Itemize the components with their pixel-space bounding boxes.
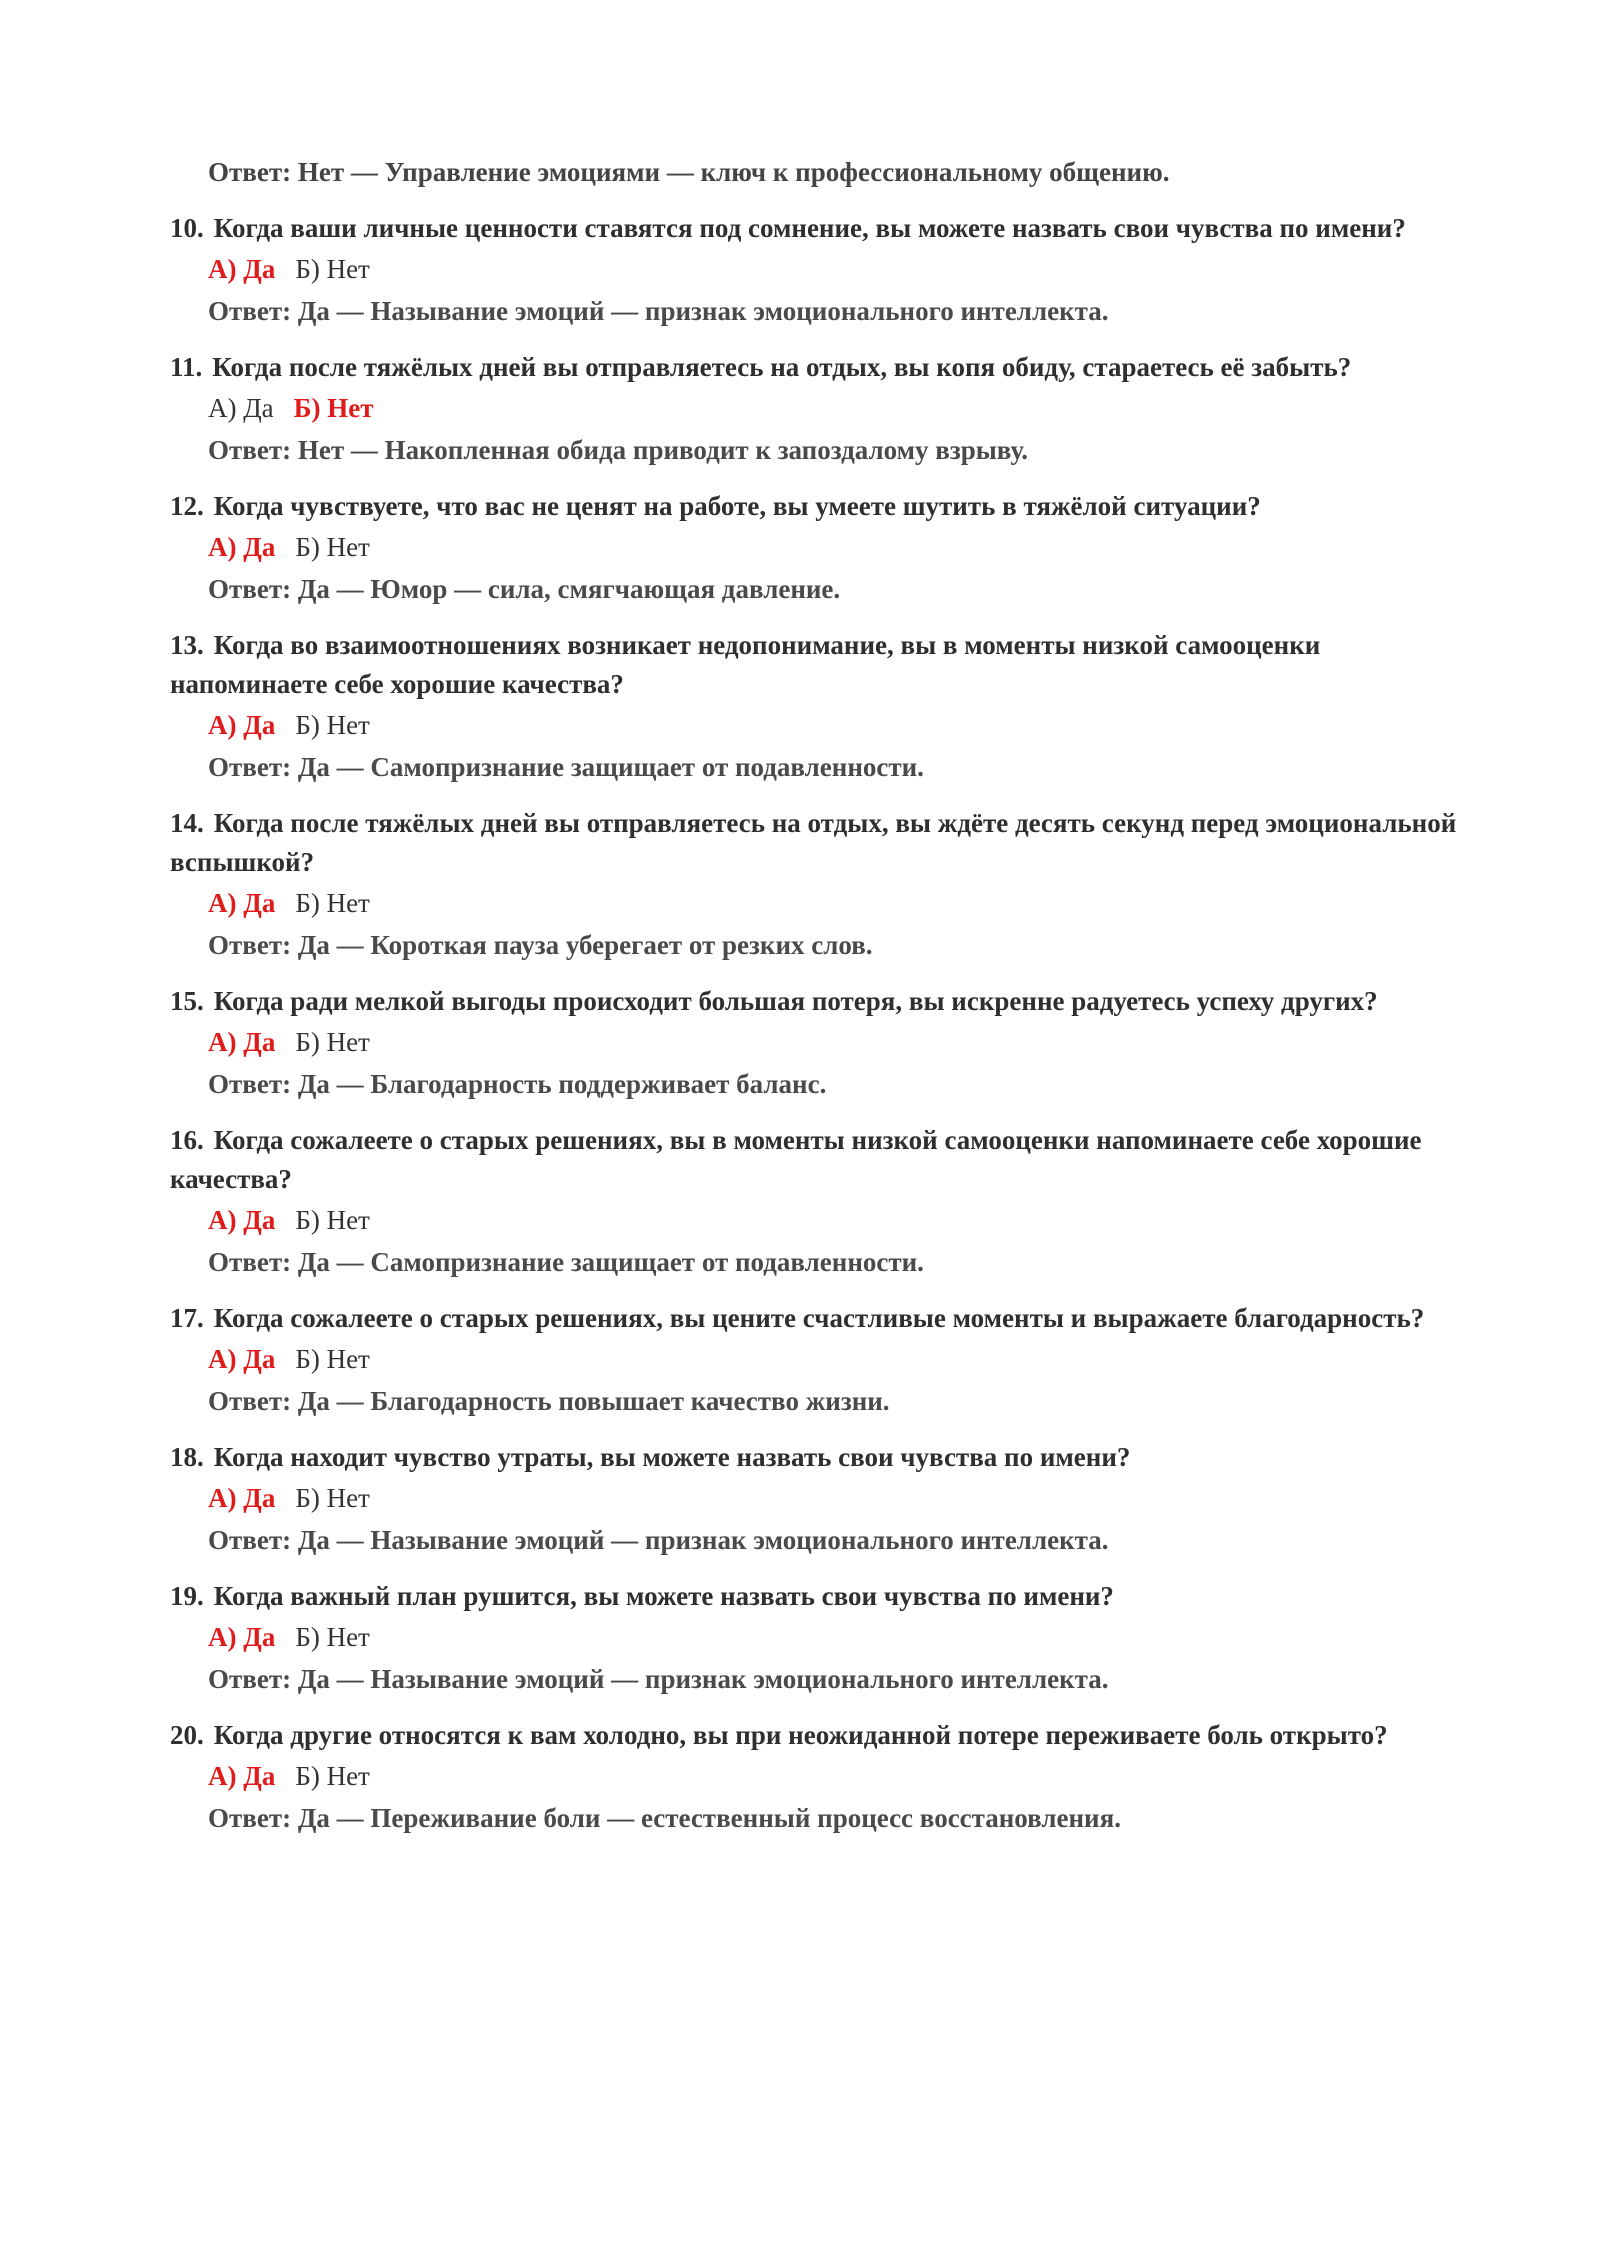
question-text bbox=[170, 209, 1460, 248]
question-number: 13. bbox=[170, 630, 204, 660]
option-a: А) Да bbox=[208, 254, 276, 284]
question-number: 10. bbox=[170, 213, 204, 243]
answer-explanation: Ответ: Да — Называние эмоций — признак эмоционального интеллекта. bbox=[208, 1664, 1109, 1694]
option-a: А) Да bbox=[208, 888, 276, 918]
option-a: А) Да bbox=[208, 1027, 276, 1057]
answer-explanation: Ответ: Да — Благодарность повышает качество жизни. bbox=[208, 1386, 890, 1416]
question-prompt: Когда находит чувство утраты, вы можете назвать свои чувства по имени? bbox=[213, 1442, 1131, 1472]
question-prompt: Когда после тяжёлых дней вы отправляетесь на отдых, вы ждёте десять секунд перед эмоциональной вспышкой? bbox=[170, 808, 1457, 877]
answer-options bbox=[208, 1616, 1460, 1658]
option-b: Б) Нет bbox=[295, 888, 370, 918]
option-a: А) Да bbox=[208, 393, 274, 423]
option-b: Б) Нет bbox=[295, 1205, 370, 1235]
option-b: Б) Нет bbox=[295, 710, 370, 740]
answer-explanation: Ответ: Да — Называние эмоций — признак эмоционального интеллекта. bbox=[208, 1525, 1109, 1555]
option-b: Б) Нет bbox=[295, 1344, 370, 1374]
question-text bbox=[170, 804, 1460, 882]
question-prompt: Когда во взаимоотношениях возникает недопонимание, вы в моменты низкой самооценки напоминаете себе хорошие качества? bbox=[170, 630, 1321, 699]
option-b: Б) Нет bbox=[295, 532, 370, 562]
question-number: 17. bbox=[170, 1303, 204, 1333]
answer-explanation: Ответ: Да — Называние эмоций — признак эмоционального интеллекта. bbox=[208, 296, 1109, 326]
answer-explanation: Ответ: Да — Самопризнание защищает от подавленности. bbox=[208, 1247, 924, 1277]
question-item bbox=[170, 348, 1460, 471]
answer-options bbox=[208, 1755, 1460, 1797]
question-item bbox=[170, 804, 1460, 966]
question-number: 16. bbox=[170, 1125, 204, 1155]
question-text bbox=[170, 1577, 1460, 1616]
question-number: 18. bbox=[170, 1442, 204, 1472]
question-text bbox=[170, 626, 1460, 704]
question-number: 12. bbox=[170, 491, 204, 521]
option-a: А) Да bbox=[208, 1622, 276, 1652]
question-text bbox=[170, 1121, 1460, 1199]
question-item bbox=[170, 982, 1460, 1105]
question-prompt: Когда сожалеете о старых решениях, вы в моменты низкой самооценки напоминаете себе хорошие качества? bbox=[170, 1125, 1422, 1194]
question-number: 14. bbox=[170, 808, 204, 838]
question-text bbox=[170, 982, 1460, 1021]
option-b: Б) Нет bbox=[295, 1622, 370, 1652]
question-prompt: Когда другие относятся к вам холодно, вы при неожиданной потере переживаете боль открыто? bbox=[213, 1720, 1388, 1750]
option-b: Б) Нет bbox=[295, 1761, 370, 1791]
question-prompt: Когда ради мелкой выгоды происходит большая потеря, вы искренне радуетесь успеху других? bbox=[213, 986, 1378, 1016]
option-b: Б) Нет bbox=[295, 1483, 370, 1513]
question-item bbox=[170, 1299, 1460, 1422]
answer-explanation: Ответ: Да — Благодарность поддерживает баланс. bbox=[208, 1069, 827, 1099]
question-number: 20. bbox=[170, 1720, 204, 1750]
answer-options bbox=[208, 1477, 1460, 1519]
option-b: Б) Нет bbox=[295, 1027, 370, 1057]
answer-explanation: Ответ: Да — Самопризнание защищает от подавленности. bbox=[208, 752, 924, 782]
question-item bbox=[170, 1438, 1460, 1561]
question-item bbox=[170, 626, 1460, 788]
answer-options bbox=[208, 1338, 1460, 1380]
option-a: А) Да bbox=[208, 1761, 276, 1791]
answer-options bbox=[208, 704, 1460, 746]
question-number: 15. bbox=[170, 986, 204, 1016]
question-prompt: Когда сожалеете о старых решениях, вы цените счастливые моменты и выражаете благодарность? bbox=[213, 1303, 1425, 1333]
question-text bbox=[170, 1299, 1460, 1338]
option-a: А) Да bbox=[208, 1344, 276, 1374]
option-a: А) Да bbox=[208, 1483, 276, 1513]
question-item bbox=[170, 209, 1460, 332]
question-number: 11. bbox=[170, 352, 203, 382]
question-number: 19. bbox=[170, 1581, 204, 1611]
question-text bbox=[170, 487, 1460, 526]
answer-options bbox=[208, 526, 1460, 568]
question-prompt: Когда важный план рушится, вы можете назвать свои чувства по имени? bbox=[213, 1581, 1114, 1611]
answer-options bbox=[208, 248, 1460, 290]
option-a: А) Да bbox=[208, 710, 276, 740]
question-item bbox=[170, 1716, 1460, 1839]
answer-explanation: Ответ: Да — Короткая пауза уберегает от резких слов. bbox=[208, 930, 873, 960]
question-prompt: Когда после тяжёлых дней вы отправляетесь на отдых, вы копя обиду, стараетесь её забыть? bbox=[212, 352, 1352, 382]
question-prompt: Когда чувствуете, что вас не ценят на работе, вы умеете шутить в тяжёлой ситуации? bbox=[213, 491, 1261, 521]
answer-options bbox=[208, 1021, 1460, 1063]
answer-explanation: Ответ: Да — Юмор — сила, смягчающая давление. bbox=[208, 574, 841, 604]
answer-explanation: Ответ: Нет — Управление эмоциями — ключ к профессиональному общению. bbox=[208, 157, 1170, 187]
answer-explanation: Ответ: Да — Переживание боли — естественный процесс восстановления. bbox=[208, 1803, 1121, 1833]
question-text bbox=[170, 1716, 1460, 1755]
question-prompt: Когда ваши личные ценности ставятся под сомнение, вы можете назвать свои чувства по имени? bbox=[213, 213, 1406, 243]
question-list bbox=[170, 209, 1460, 1855]
question-text bbox=[170, 348, 1460, 387]
question-item bbox=[170, 1577, 1460, 1700]
question-item bbox=[170, 1121, 1460, 1283]
answer-options bbox=[208, 882, 1460, 924]
option-b: Б) Нет bbox=[295, 254, 370, 284]
answer-explanation: Ответ: Нет — Накопленная обида приводит к запоздалому взрыву. bbox=[208, 435, 1029, 465]
answer-options bbox=[208, 387, 1460, 429]
option-b: Б) Нет bbox=[293, 393, 374, 423]
question-item bbox=[170, 487, 1460, 610]
question-text bbox=[170, 1438, 1460, 1477]
option-a: А) Да bbox=[208, 1205, 276, 1235]
option-a: А) Да bbox=[208, 532, 276, 562]
answer-options bbox=[208, 1199, 1460, 1241]
